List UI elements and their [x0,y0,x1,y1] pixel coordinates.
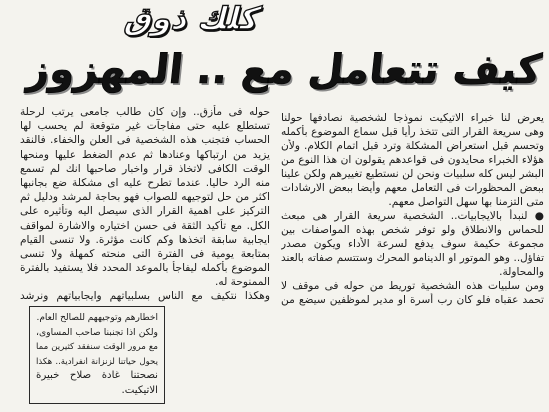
article-line: متى التزمنا بها سهل التواصل معهم. [388,196,544,208]
box-line: نصحتنا غادة صلاح خبيرة [36,370,158,382]
article-line: يزيد من ارتباكها وعنادها ثم عدم الضغط عليها ومنحها [20,148,270,161]
article-column-left [20,105,270,304]
article-line: اكثر من حل لتوجيهه للصواب فهو بحاجة لمرشد ودليل ثم [20,191,270,204]
article-line: والمحاولة. [499,266,544,278]
box-line: ولكن اذا تجنبنا صاحب المساوى، [36,326,158,338]
article-line: البشر ليس كله سلبيات ونحن لن نستطيع تغييرهم ولكن علينا [281,168,544,180]
article-line: وهى سريعة القرار التى تتخذ رأيا قبل سماع الموضوع بأكمله [281,126,544,138]
box-line: الاتيكيت. [121,384,158,396]
box-line: يحول حياتنا لزنزانة انفرادية.. هكذا [36,356,158,367]
article-line: الكل. مع تأكيد الثقة فى حسن اختياره والاشارة لمواقف [20,219,270,232]
article-line: هؤلاء الخبراء محايدون فى قواعدهم يقولون ان هذا النوع من [281,154,544,166]
article-line: تفاؤل.. وهو الموتور او الدينامو المحرك وستتسم صفاته بالعند [281,252,544,264]
article-line: الوقت الكافى لاتخاذ قرار واخبار صاحبها انك لم تسمع [20,162,270,175]
article-line: حوله فى مأزق.. وإن كان طالب جامعى يرتب لرحلة [20,106,270,118]
closing-box [29,306,165,404]
article-line: مجموعة حكيمة سوف يدفع لسرعة الأداء ويكون مصدر [281,238,544,250]
article-line: منه الرد حاليا. عندما تطرح عليه اى مشكلة ضع بجانبها [20,176,270,189]
article-line: وتحسم قبل استعراض المشكلة وترد قبل اتمام الكلام. ولأن [281,140,544,152]
article-line: ببعض المحظورات فى التعامل معهم وأيضا ببعض الارشادات [281,182,544,194]
article-column-right [281,111,544,307]
article-line: ايجابية سابقة اتخذها وكم كانت مؤثرة. ولا تنسى القيام [20,233,270,246]
article-line: وهكذا نتكيف مع الناس بسلبياتهم وايجابياتهم ونرشد [20,290,270,303]
article-line: ● لنبدأ بالايجابيات.. الشخصية سريعة القرار هى مبعث [281,210,544,222]
box-line: مع مرور الوقت سنفقد كثيرين مما [36,342,158,353]
article-line: ومن سلبيات هذه الشخصية توريط من حوله فى موقف لا [281,280,544,292]
article-line: الموضوع بأكمله ليفاجأ بالموعد المحدد فلا يستفيد بالفترة [20,262,270,275]
headline: كيف تتعامل مع .. المهزوز [24,45,544,93]
section-logo: كلك ذوق [121,1,264,37]
article-line: الممنوحة له. [215,276,270,289]
article-line: يعرض لنا خبراء الاتيكيت نموذجا لشخصية نصادفها حولنا [281,112,544,124]
article-line: تحمد عقباه فلو كان رب أسرة او مدير لموظفين سيضع من [281,294,544,306]
article-line: تستطلع عليه حتى مفاجآت غير متوقعة لم يحسب لها [20,120,270,133]
article-line: التركيز على اهمية القرار الذى سيصل اليه وتأثيره على [20,205,270,218]
box-line: اخطارهم وتوجيههم للصالح العام. [36,313,158,323]
article-line: بمتابعة يومية فى الفترة التى منحته كمهلة ولا تنسى [20,247,270,260]
article-line: الحساب فتجنب هذه الشخصية فى العلن والخفاء. فالنقد [20,134,270,147]
article-line: للحماس والانطلاق ولو توفر شخص بهذه المواصفات بين [281,224,544,236]
